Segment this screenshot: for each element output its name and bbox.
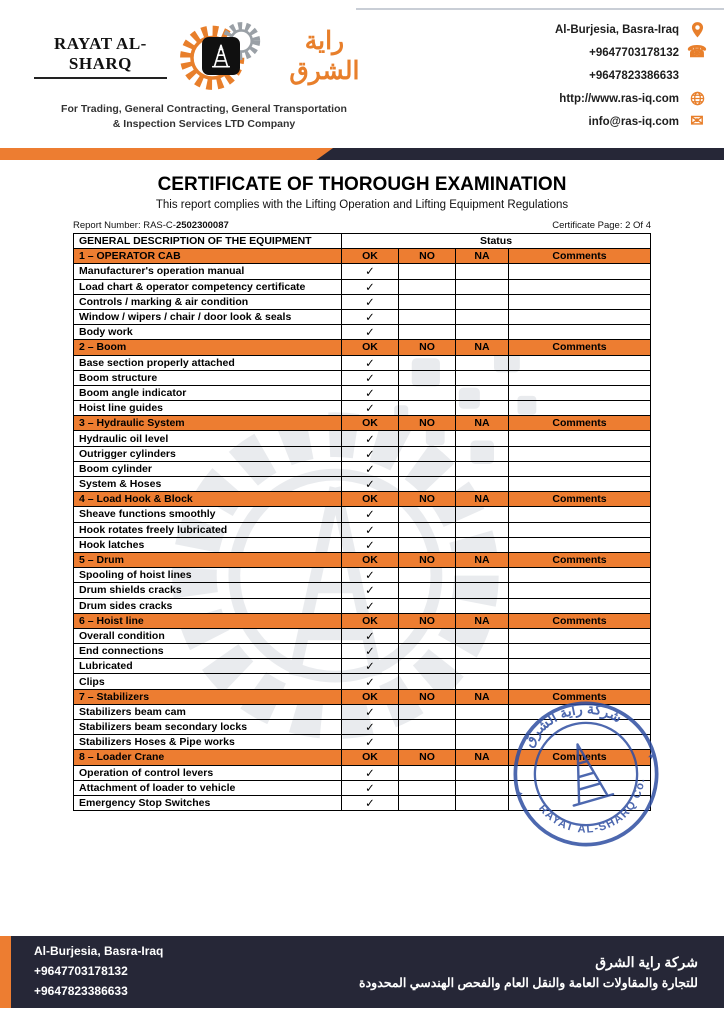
na-cell: [456, 507, 509, 522]
table-row: [74, 765, 651, 780]
comments-cell: [509, 628, 651, 643]
checklist-item-label: Drum shields cracks: [74, 583, 342, 598]
comments-cell: [509, 583, 651, 598]
section-column-header: NA: [456, 492, 509, 507]
no-cell: [399, 795, 456, 810]
comments-cell: [509, 507, 651, 522]
table-row: [74, 628, 651, 643]
comments-cell: [509, 568, 651, 583]
no-cell: [399, 780, 456, 795]
no-cell: [399, 704, 456, 719]
comments-cell: [509, 477, 651, 492]
section-column-header: OK: [342, 552, 399, 567]
page-subtitle: This report complies with the Lifting Operation and Lifting Equipment Regulations: [155, 199, 569, 211]
checklist-item-label: Stabilizers beam secondary locks: [74, 720, 342, 735]
no-cell: [399, 659, 456, 674]
no-cell: [399, 598, 456, 613]
table-row: [74, 644, 651, 659]
section-column-header: Comments: [509, 416, 651, 431]
section-column-header: OK: [342, 416, 399, 431]
no-cell: [399, 370, 456, 385]
ok-checkmark: ✓: [342, 446, 399, 461]
ok-checkmark: ✓: [342, 644, 399, 659]
footer-phone-2: +9647823386633: [34, 983, 128, 998]
email-icon: ✉: [690, 112, 704, 130]
comments-cell: [509, 644, 651, 659]
section-column-header: Comments: [509, 613, 651, 628]
checklist-item-label: Outrigger cylinders: [74, 446, 342, 461]
table-header-description: GENERAL DESCRIPTION OF THE EQUIPMENT: [74, 234, 342, 249]
checklist-item-label: Attachment of loader to vehicle: [74, 780, 342, 795]
comments-cell: [509, 598, 651, 613]
na-cell: [456, 370, 509, 385]
comments-cell: [509, 431, 651, 446]
section-column-header: NO: [399, 249, 456, 264]
checklist-item-label: Base section properly attached: [74, 355, 342, 370]
fax-icon: ☎: [687, 43, 707, 61]
ok-checkmark: ✓: [342, 385, 399, 400]
section-column-header: OK: [342, 613, 399, 628]
ok-checkmark: ✓: [342, 431, 399, 446]
tagline-line-2: & Inspection Services LTD Company: [112, 117, 296, 130]
no-cell: [399, 461, 456, 476]
footer-company-tagline-arabic: للتجارة والمقاولات العامة والنقل العام والفحص الهندسي المحدودة: [359, 976, 698, 991]
table-row: [74, 279, 651, 294]
report-number: Report Number: RAS-C-2502300087: [73, 220, 229, 231]
na-cell: [456, 735, 509, 750]
na-cell: [456, 720, 509, 735]
na-cell: [456, 325, 509, 340]
comments-cell: [509, 325, 651, 340]
table-row: [74, 720, 651, 735]
checklist-item-label: Hook latches: [74, 537, 342, 552]
checklist-item-label: Spooling of hoist lines: [74, 568, 342, 583]
table-header-status: Status: [342, 234, 651, 249]
table-row: [74, 507, 651, 522]
table-row: [74, 264, 651, 279]
ok-checkmark: ✓: [342, 720, 399, 735]
no-cell: [399, 644, 456, 659]
no-cell: [399, 583, 456, 598]
section-header-row: [74, 552, 651, 567]
section-column-header: NA: [456, 689, 509, 704]
footer-company-name-arabic: شركة راية الشرق: [595, 953, 698, 970]
checklist-item-label: System & Hoses: [74, 477, 342, 492]
na-cell: [456, 644, 509, 659]
na-cell: [456, 446, 509, 461]
stamp-star-right: ✦: [645, 751, 658, 765]
section-column-header: NO: [399, 416, 456, 431]
section-header-row: [74, 689, 651, 704]
na-cell: [456, 522, 509, 537]
no-cell: [399, 720, 456, 735]
no-cell: [399, 568, 456, 583]
na-cell: [456, 765, 509, 780]
section-column-header: NA: [456, 416, 509, 431]
no-cell: [399, 294, 456, 309]
ok-checkmark: ✓: [342, 795, 399, 810]
ok-checkmark: ✓: [342, 370, 399, 385]
checklist-item-label: Overall condition: [74, 628, 342, 643]
checklist-item-label: Controls / marking & air condition: [74, 294, 342, 309]
company-tagline: [34, 102, 374, 131]
comments-cell: [509, 537, 651, 552]
ok-checkmark: ✓: [342, 507, 399, 522]
page-title: CERTIFICATE OF THOROUGH EXAMINATION: [157, 174, 567, 195]
table-row: [74, 704, 651, 719]
na-cell: [456, 461, 509, 476]
contact-phone-2-text: +9647823386633: [589, 69, 679, 82]
comments-cell: [509, 522, 651, 537]
comments-cell: [509, 704, 651, 719]
section-header-row: [74, 613, 651, 628]
comments-cell: [509, 279, 651, 294]
stamp-english-text: RAYAT AL-SHARQ Co.: [536, 777, 648, 836]
footer-phone-1: +9647703178132: [34, 964, 128, 979]
section-title: 8 – Loader Crane: [74, 750, 342, 765]
no-cell: [399, 309, 456, 324]
comments-cell: [509, 795, 651, 810]
no-cell: [399, 522, 456, 537]
ok-checkmark: ✓: [342, 264, 399, 279]
table-row: [74, 537, 651, 552]
no-cell: [399, 765, 456, 780]
section-column-header: Comments: [509, 249, 651, 264]
section-header-row: [74, 750, 651, 765]
ok-checkmark: ✓: [342, 765, 399, 780]
inspection-table-zone: [73, 233, 658, 836]
na-cell: [456, 659, 509, 674]
comments-cell: [509, 735, 651, 750]
table-row: [74, 568, 651, 583]
table-row: [74, 355, 651, 370]
table-header-row: [74, 234, 651, 249]
table-row: [74, 477, 651, 492]
contact-address: [394, 18, 724, 41]
section-title: 6 – Hoist line: [74, 613, 342, 628]
checklist-item-label: Sheave functions smoothly: [74, 507, 342, 522]
section-column-header: OK: [342, 249, 399, 264]
na-cell: [456, 537, 509, 552]
comments-cell: [509, 446, 651, 461]
report-meta-line: [73, 220, 651, 231]
contact-info: [394, 18, 724, 133]
checklist-item-label: Operation of control levers: [74, 765, 342, 780]
no-cell: [399, 477, 456, 492]
na-cell: [456, 795, 509, 810]
no-cell: [399, 355, 456, 370]
checklist-item-label: Boom cylinder: [74, 461, 342, 476]
no-cell: [399, 279, 456, 294]
checklist-item-label: Emergency Stop Switches: [74, 795, 342, 810]
ok-checkmark: ✓: [342, 522, 399, 537]
table-row: [74, 461, 651, 476]
company-name-english: RAYAT AL-SHARQ: [34, 34, 167, 79]
ok-checkmark: ✓: [342, 461, 399, 476]
company-logo: [34, 10, 374, 131]
comments-cell: [509, 355, 651, 370]
section-title: 4 – Load Hook & Block: [74, 492, 342, 507]
no-cell: [399, 507, 456, 522]
comments-cell: [509, 461, 651, 476]
section-column-header: OK: [342, 340, 399, 355]
ok-checkmark: ✓: [342, 477, 399, 492]
no-cell: [399, 431, 456, 446]
checklist-item-label: Load chart & operator competency certificate: [74, 279, 342, 294]
checklist-item-label: Hook rotates freely lubricated: [74, 522, 342, 537]
comments-cell: [509, 309, 651, 324]
checklist-item-label: Manufacturer's operation manual: [74, 264, 342, 279]
section-title: 7 – Stabilizers: [74, 689, 342, 704]
checklist-item-label: Clips: [74, 674, 342, 689]
section-column-header: OK: [342, 750, 399, 765]
oil-derrick-icon: [202, 37, 240, 75]
na-cell: [456, 264, 509, 279]
comments-cell: [509, 401, 651, 416]
table-row: [74, 583, 651, 598]
na-cell: [456, 780, 509, 795]
divider-orange-accent: [0, 148, 333, 160]
table-row: [74, 598, 651, 613]
na-cell: [456, 568, 509, 583]
checklist-item-label: Window / wipers / chair / door look & seals: [74, 309, 342, 324]
section-title: 1 – OPERATOR CAB: [74, 249, 342, 264]
comments-cell: [509, 294, 651, 309]
section-column-header: NO: [399, 492, 456, 507]
table-row: [74, 522, 651, 537]
checklist-item-label: Stabilizers beam cam: [74, 704, 342, 719]
contact-website-text: http://www.ras-iq.com: [559, 92, 679, 105]
table-row: [74, 659, 651, 674]
ok-checkmark: ✓: [342, 294, 399, 309]
contact-phone-1: [394, 41, 724, 64]
company-logo-emblem: [177, 12, 265, 100]
section-title: 2 – Boom: [74, 340, 342, 355]
table-row: [74, 795, 651, 810]
no-cell: [399, 537, 456, 552]
checklist-item-label: Drum sides cracks: [74, 598, 342, 613]
checklist-item-label: Boom structure: [74, 370, 342, 385]
na-cell: [456, 385, 509, 400]
contact-website: [394, 87, 724, 110]
stamp-star-left: ✦: [514, 788, 526, 802]
na-cell: [456, 583, 509, 598]
location-pin-icon: [688, 21, 706, 39]
comments-cell: [509, 264, 651, 279]
na-cell: [456, 431, 509, 446]
no-cell: [399, 446, 456, 461]
contact-email: [394, 110, 724, 133]
comments-cell: [509, 780, 651, 795]
checklist-item-label: Body work: [74, 325, 342, 340]
stamp-arabic-text: شركة راية الشرق: [520, 700, 625, 750]
checklist-item-label: Boom angle indicator: [74, 385, 342, 400]
table-row: [74, 325, 651, 340]
no-cell: [399, 264, 456, 279]
section-column-header: NA: [456, 613, 509, 628]
comments-cell: [509, 659, 651, 674]
section-header-row: [74, 340, 651, 355]
section-column-header: Comments: [509, 340, 651, 355]
ok-checkmark: ✓: [342, 355, 399, 370]
section-header-row: [74, 416, 651, 431]
section-column-header: Comments: [509, 689, 651, 704]
section-column-header: NO: [399, 689, 456, 704]
certificate-page-number: Certificate Page: 2 Of 4: [552, 220, 651, 231]
globe-icon: [688, 90, 706, 108]
no-cell: [399, 674, 456, 689]
checklist-item-label: End connections: [74, 644, 342, 659]
page-header: [0, 0, 724, 148]
ok-checkmark: ✓: [342, 674, 399, 689]
na-cell: [456, 294, 509, 309]
table-row: [74, 431, 651, 446]
section-header-row: [74, 249, 651, 264]
section-column-header: NA: [456, 552, 509, 567]
section-column-header: NO: [399, 613, 456, 628]
na-cell: [456, 598, 509, 613]
table-row: [74, 446, 651, 461]
section-column-header: Comments: [509, 492, 651, 507]
no-cell: [399, 385, 456, 400]
no-cell: [399, 735, 456, 750]
logo-row: [34, 10, 374, 102]
section-column-header: NO: [399, 750, 456, 765]
table-row: [74, 294, 651, 309]
ok-checkmark: ✓: [342, 279, 399, 294]
table-row: [74, 780, 651, 795]
checklist-item-label: Hydraulic oil level: [74, 431, 342, 446]
ok-checkmark: ✓: [342, 401, 399, 416]
comments-cell: [509, 370, 651, 385]
na-cell: [456, 628, 509, 643]
ok-checkmark: ✓: [342, 659, 399, 674]
section-column-header: NA: [456, 340, 509, 355]
section-column-header: NO: [399, 340, 456, 355]
checklist-item-label: Stabilizers Hoses & Pipe works: [74, 735, 342, 750]
checklist-item-label: Lubricated: [74, 659, 342, 674]
section-column-header: NA: [456, 249, 509, 264]
table-row: [74, 309, 651, 324]
footer-arabic-block: [359, 951, 698, 993]
ok-checkmark: ✓: [342, 704, 399, 719]
section-column-header: NO: [399, 552, 456, 567]
na-cell: [456, 477, 509, 492]
comments-cell: [509, 674, 651, 689]
footer-address: Al-Burjesia, Basra-Iraq: [34, 944, 164, 959]
ok-checkmark: ✓: [342, 598, 399, 613]
na-cell: [456, 401, 509, 416]
section-column-header: Comments: [509, 750, 651, 765]
table-row: [74, 674, 651, 689]
ok-checkmark: ✓: [342, 537, 399, 552]
na-cell: [456, 355, 509, 370]
ok-checkmark: ✓: [342, 583, 399, 598]
icon-spacer: [688, 67, 706, 85]
ok-checkmark: ✓: [342, 628, 399, 643]
table-row: [74, 735, 651, 750]
ok-checkmark: ✓: [342, 735, 399, 750]
ok-checkmark: ✓: [342, 325, 399, 340]
section-title: 5 – Drum: [74, 552, 342, 567]
contact-phone-1-text: +9647703178132: [589, 46, 679, 59]
no-cell: [399, 401, 456, 416]
ok-checkmark: ✓: [342, 780, 399, 795]
top-rule: [356, 8, 724, 10]
na-cell: [456, 704, 509, 719]
na-cell: [456, 279, 509, 294]
header-divider-bar: [0, 148, 724, 160]
contact-email-text: info@ras-iq.com: [588, 115, 679, 128]
section-header-row: [74, 492, 651, 507]
comments-cell: [509, 765, 651, 780]
inspection-checklist-table: [73, 233, 651, 811]
section-column-header: NA: [456, 750, 509, 765]
table-row: [74, 370, 651, 385]
na-cell: [456, 674, 509, 689]
footer-contact-block: [34, 942, 163, 1001]
contact-phone-2: [394, 64, 724, 87]
section-column-header: Comments: [509, 552, 651, 567]
ok-checkmark: ✓: [342, 309, 399, 324]
comments-cell: [509, 720, 651, 735]
na-cell: [456, 309, 509, 324]
comments-cell: [509, 385, 651, 400]
section-title: 3 – Hydraulic System: [74, 416, 342, 431]
page-footer: [0, 936, 724, 1008]
tagline-line-1: For Trading, General Contracting, General Transportation: [61, 103, 347, 115]
section-column-header: OK: [342, 689, 399, 704]
section-column-header: OK: [342, 492, 399, 507]
no-cell: [399, 325, 456, 340]
company-name-arabic: راية الشرق: [289, 27, 360, 85]
table-row: [74, 401, 651, 416]
no-cell: [399, 628, 456, 643]
ok-checkmark: ✓: [342, 568, 399, 583]
contact-address-text: Al-Burjesia, Basra-Iraq: [555, 23, 679, 36]
table-row: [74, 385, 651, 400]
certificate-body: [73, 220, 658, 836]
checklist-item-label: Hoist line guides: [74, 401, 342, 416]
